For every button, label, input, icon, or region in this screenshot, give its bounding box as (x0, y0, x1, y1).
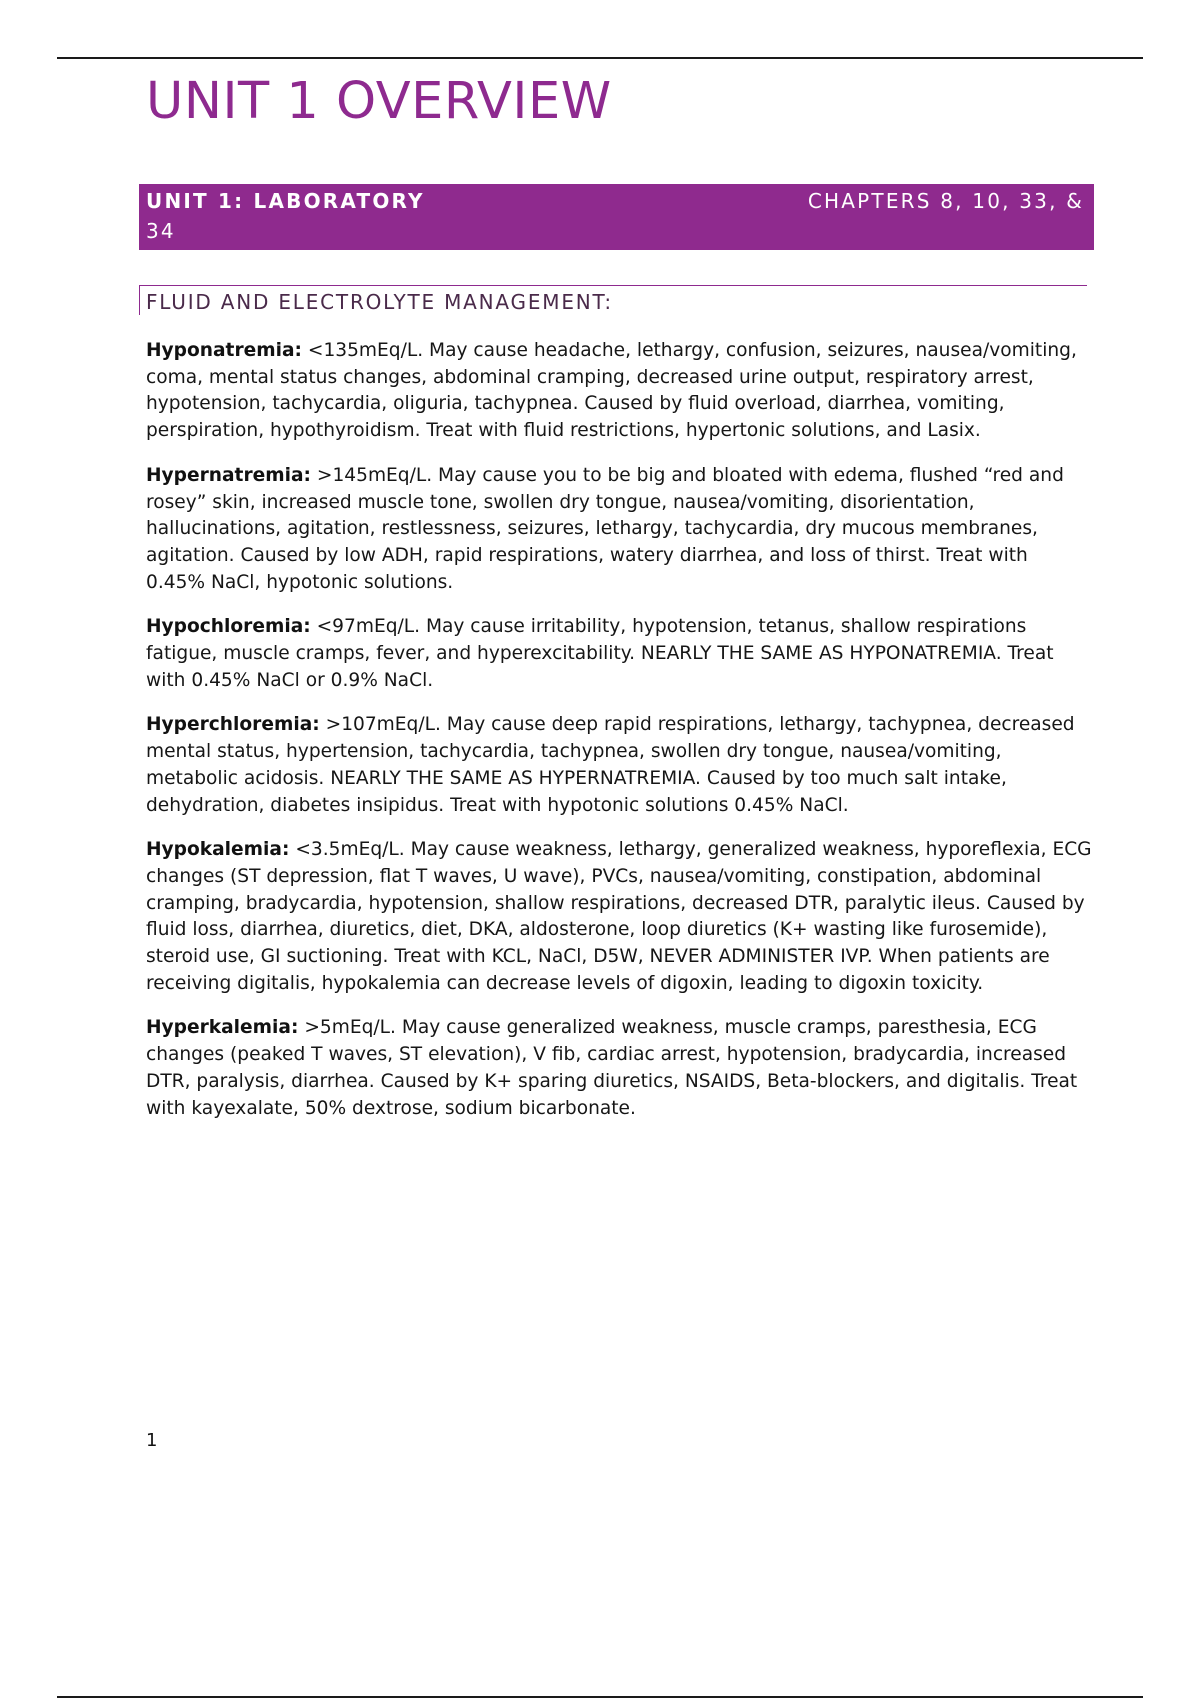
text-hypokalemia: <3.5mEq/L. May cause weakness, lethargy, generalized weakness, hyporeflexia, ECG changes (ST depression, flat T waves, U wave), PVCs, nausea/vomiting, constipation, abdominal cramping, bradycardia, hypotension, shallow respirations, decreased DTR, paralytic ileus. Caused by fluid loss, diarrhea, diuretics, diet, DKA, aldosterone, loop diuretics (K+ wasting like furosemide), steroid use, GI suctioning. Treat with KCL, NaCl, D5W, NEVER ADMINISTER IVP. When patients are receiving digitalis, hypokalemia can decrease levels of digoxin, leading to digoxin toxicity. (146, 839, 1092, 994)
banner-chapters-continuation: 34 (146, 219, 176, 243)
paragraph-hyponatremia (146, 338, 1092, 445)
term-hypokalemia: Hypokalemia: (146, 839, 290, 861)
paragraph-hypernatremia (146, 463, 1092, 597)
section-heading (139, 285, 1087, 315)
term-hyperkalemia: Hyperkalemia: (146, 1017, 299, 1039)
text-hyperchloremia: >107mEq/L. May cause deep rapid respirations, lethargy, tachypnea, decreased mental status, hypertension, tachycardia, tachypnea, swollen dry tongue, nausea/vomiting, metabolic acidosis. NEARLY THE SAME AS HYPERNATREMIA. Caused by too much salt intake, dehydration, diabetes insipidus. Treat with hypotonic solutions 0.45% NaCl. (146, 714, 1075, 816)
bottom-rule (57, 1696, 1143, 1698)
banner-unit-label: UNIT 1: LABORATORY (146, 189, 425, 213)
paragraph-hyperchloremia (146, 712, 1092, 819)
paragraph-hyperkalemia (146, 1015, 1092, 1122)
page-title: UNIT 1 OVERVIEW (146, 72, 612, 131)
term-hypochloremia: Hypochloremia: (146, 616, 311, 638)
paragraph-hypokalemia (146, 837, 1092, 997)
text-hyponatremia: <135mEq/L. May cause headache, lethargy, confusion, seizures, nausea/vomiting, coma, mental status changes, abdominal cramping, decreased urine output, respiratory arrest, hypotension, tachycardia, oliguria, tachypnea. Caused by fluid overload, diarrhea, vomiting, perspiration, hypothyroidism. Treat with fluid restrictions, hypertonic solutions, and Lasix. (146, 340, 1077, 442)
term-hyperchloremia: Hyperchloremia: (146, 714, 320, 736)
page-number: 1 (146, 1430, 158, 1451)
term-hyponatremia: Hyponatremia: (146, 340, 302, 361)
unit-banner (139, 184, 1094, 250)
term-hypernatremia: Hypernatremia: (146, 464, 311, 486)
section-heading-text: FLUID AND ELECTROLYTE MANAGEMENT: (146, 290, 613, 314)
top-rule (57, 57, 1143, 59)
text-hypochloremia: <97mEq/L. May cause irritability, hypotension, tetanus, shallow respirations fatigue, muscle cramps, fever, and hyperexcitability. NEARLY THE SAME AS HYPONATREMIA. Treat with 0.45% NaCl or 0.9% NaCl. (146, 616, 1054, 691)
banner-chapters-label: CHAPTERS 8, 10, 33, & (807, 189, 1084, 213)
text-hyperkalemia: >5mEq/L. May cause generalized weakness, muscle cramps, paresthesia, ECG changes (peaked T waves, ST elevation), V fib, cardiac arrest, hypotension, bradycardia, increased DTR, paralysis, diarrhea. Caused by K+ sparing diuretics, NSAIDS, Beta-blockers, and digitalis. Treat with kayexalate, 50% dextrose, sodium bicarbonate. (146, 1017, 1078, 1119)
text-hypernatremia: >145mEq/L. May cause you to be big and bloated with edema, flushed “red and rosey” skin, increased muscle tone, swollen dry tongue, nausea/vomiting, disorientation, hallucinations, agitation, restlessness, seizures, lethargy, tachycardia, dry mucous membranes, agitation. Caused by low ADH, rapid respirations, watery diarrhea, and loss of thirst. Treat with 0.45% NaCl, hypotonic solutions. (146, 464, 1064, 593)
content-body (146, 338, 1092, 1140)
paragraph-hypochloremia (146, 614, 1092, 694)
